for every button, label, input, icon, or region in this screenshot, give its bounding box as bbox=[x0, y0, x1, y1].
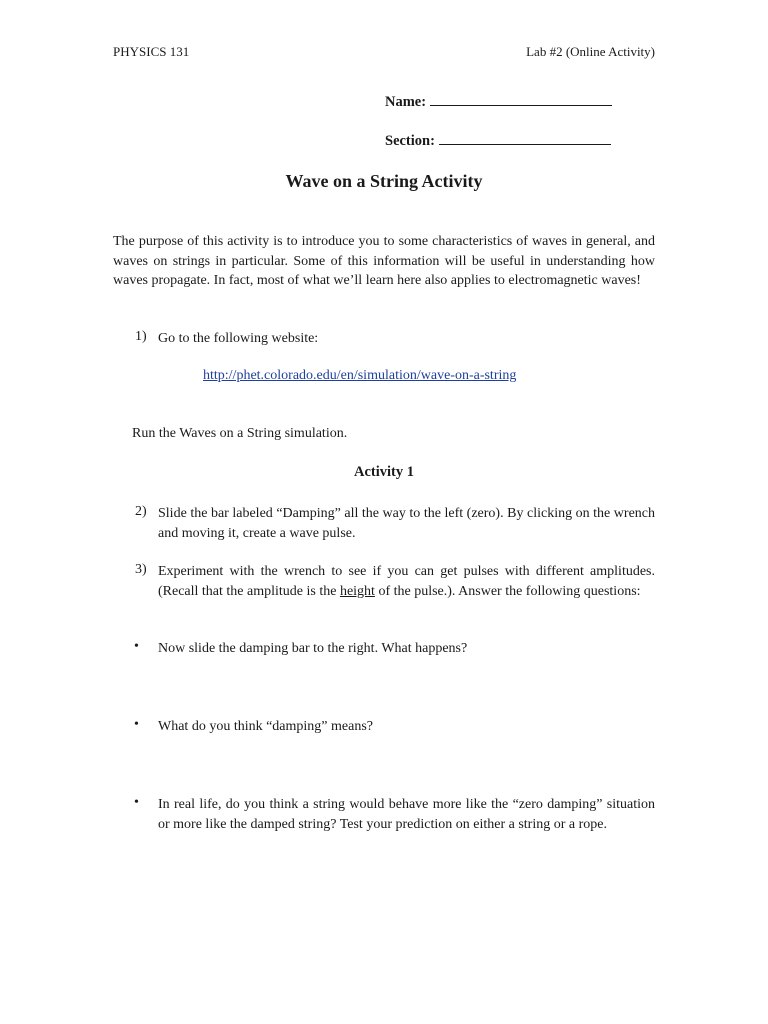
bullet-1-symbol: • bbox=[134, 639, 139, 654]
run-instruction: Run the Waves on a String simulation. bbox=[132, 426, 348, 441]
bullet-3-symbol: • bbox=[134, 795, 139, 810]
step-3-marker: 3) bbox=[135, 562, 147, 577]
step-3-underlined-word: height bbox=[339, 583, 375, 599]
step-2-marker: 2) bbox=[135, 504, 147, 519]
step-2-text: Slide the bar labeled “Damping” all the way to the left (zero). By clicking on the wrench and moving it, create a wave pulse. bbox=[158, 506, 655, 541]
activity-1-heading: Activity 1 bbox=[354, 464, 414, 480]
step-3-text-before: Experiment with the wrench to see if you can get pulses with different amplitudes. (Recall that the amplitude is the bbox=[158, 564, 655, 599]
header-lab-label: Lab #2 (Online Activity) bbox=[526, 44, 655, 59]
header-course: PHYSICS 131 bbox=[113, 44, 190, 59]
intro-paragraph: The purpose of this activity is to introduce you to some characteristics of waves in general, and waves on strings in particular. Some of this information will be useful in understanding how waves propagate. In fact, most of what we’ll learn here also applies to electromagnetic waves! bbox=[113, 234, 655, 288]
bullet-3-question: In real life, do you think a string would behave more like the “zero damping” situation or more like the damped string? Test your prediction on either a string or a rope. bbox=[158, 797, 655, 832]
step-3-text-after: of the pulse.). Answer the following questions: bbox=[374, 583, 641, 599]
step-1-marker: 1) bbox=[135, 329, 147, 344]
name-field-row bbox=[385, 93, 612, 111]
section-blank-line[interactable] bbox=[439, 132, 611, 145]
section-field-row bbox=[385, 132, 611, 150]
document-title: Wave on a String Activity bbox=[285, 171, 483, 191]
phet-simulation-link[interactable]: http://phet.colorado.edu/en/simulation/wave-on-a-string bbox=[203, 368, 517, 383]
bullet-2-symbol: • bbox=[134, 717, 139, 732]
section-label: Section: bbox=[385, 133, 435, 149]
bullet-1-question: Now slide the damping bar to the right. What happens? bbox=[158, 641, 468, 656]
name-label: Name: bbox=[385, 94, 427, 110]
step-3-text bbox=[158, 562, 655, 601]
bullet-2-question: What do you think “damping” means? bbox=[158, 719, 373, 734]
step-1-text: Go to the following website: bbox=[158, 331, 319, 346]
name-blank-line[interactable] bbox=[430, 93, 612, 106]
